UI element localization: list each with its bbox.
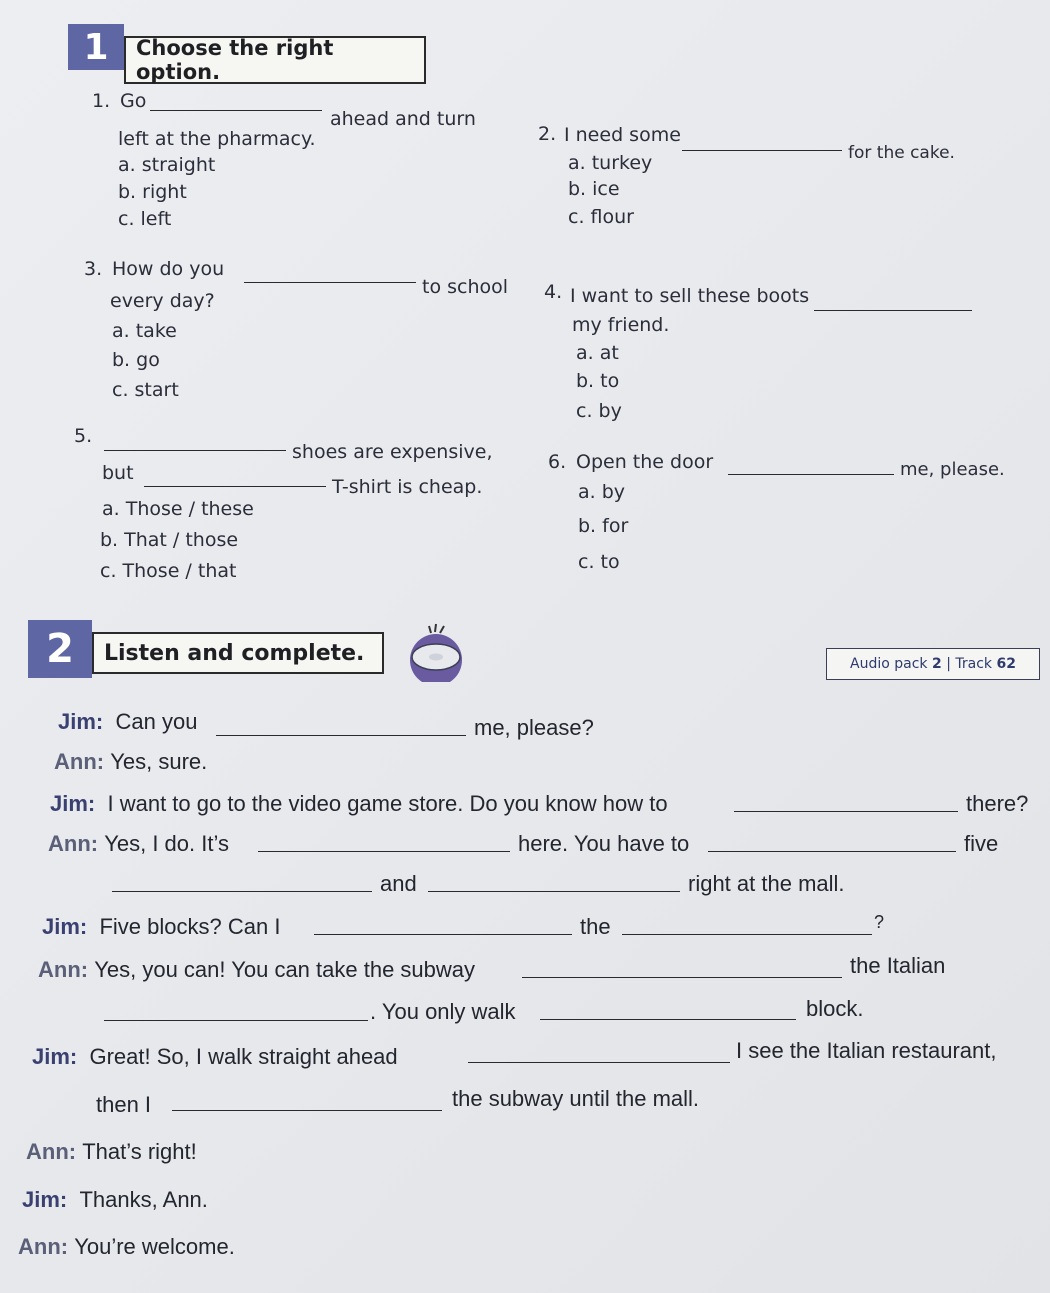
audio-track-text: Track bbox=[955, 656, 993, 672]
q1-option-a[interactable]: a. straight bbox=[118, 154, 216, 176]
dialogue-text: Yes, sure. bbox=[110, 749, 208, 774]
q4-text-line2: my friend. bbox=[572, 314, 670, 336]
dialogue-text: right at the mall. bbox=[688, 871, 845, 896]
q1-text-start: Go bbox=[120, 90, 147, 112]
exercise-1-number: 1 bbox=[68, 24, 124, 70]
q4-option-c[interactable]: c. by bbox=[576, 400, 622, 422]
q1-option-b[interactable]: b. right bbox=[118, 181, 187, 203]
speaker-ann: Ann: bbox=[54, 749, 105, 774]
dialogue-text: I see the Italian restaurant, bbox=[736, 1038, 997, 1063]
dialogue-blank[interactable] bbox=[428, 891, 680, 892]
q5-blank-1[interactable] bbox=[104, 450, 286, 451]
speaker-jim: Jim: bbox=[32, 1044, 78, 1069]
dialogue-text: You’re welcome. bbox=[74, 1234, 235, 1259]
dialogue-text: Can you bbox=[115, 709, 198, 734]
q6-option-c[interactable]: c. to bbox=[578, 551, 620, 573]
q5-number: 5. bbox=[74, 425, 93, 447]
q1-option-c[interactable]: c. left bbox=[118, 208, 172, 230]
q5-option-a[interactable]: a. Those / these bbox=[102, 498, 254, 520]
q1-blank[interactable] bbox=[150, 110, 322, 111]
dialogue-blank[interactable] bbox=[540, 1019, 796, 1020]
speaker-ann: Ann: bbox=[48, 831, 99, 856]
q2-text-start: I need some bbox=[564, 124, 681, 146]
dialogue-text: I want to go to the video game store. Do you know how to bbox=[107, 791, 668, 816]
dialogue-blank[interactable] bbox=[112, 891, 372, 892]
q1-text-end: ahead and turn bbox=[330, 108, 476, 130]
q4-blank[interactable] bbox=[814, 310, 972, 311]
q2-blank[interactable] bbox=[682, 150, 842, 151]
dialogue-text: five bbox=[964, 831, 999, 856]
dialogue-text: the subway until the mall. bbox=[452, 1086, 700, 1111]
speaker-jim: Jim: bbox=[42, 914, 88, 939]
q3-text-end: to school bbox=[422, 276, 509, 298]
q6-text-end: me, please. bbox=[900, 459, 1005, 480]
q4-number: 4. bbox=[544, 281, 563, 303]
q4-text-start: I want to sell these boots bbox=[570, 285, 810, 307]
q2-option-a[interactable]: a. turkey bbox=[568, 152, 653, 174]
q2-number: 2. bbox=[538, 123, 557, 145]
q6-number: 6. bbox=[548, 451, 567, 473]
q2-text-end: for the cake. bbox=[848, 143, 955, 163]
q4-option-b[interactable]: b. to bbox=[576, 370, 620, 392]
q2-option-c[interactable]: c. flour bbox=[568, 206, 634, 228]
q3-number: 3. bbox=[84, 258, 103, 280]
q3-option-b[interactable]: b. go bbox=[112, 349, 160, 371]
dialogue-blank[interactable] bbox=[172, 1110, 442, 1111]
audio-track-label bbox=[826, 648, 1040, 680]
q5-text-line2-start: but bbox=[102, 462, 134, 484]
q5-blank-2[interactable] bbox=[144, 486, 326, 487]
q6-blank[interactable] bbox=[728, 474, 894, 475]
dialogue-text: me, please? bbox=[474, 715, 594, 740]
dialogue-text: there? bbox=[966, 791, 1029, 816]
exercise-2-number: 2 bbox=[28, 620, 92, 678]
q3-option-a[interactable]: a. take bbox=[112, 320, 177, 342]
speaker-jim: Jim: bbox=[50, 791, 96, 816]
q3-option-c[interactable]: c. start bbox=[112, 379, 179, 401]
q5-text-end: shoes are expensive, bbox=[292, 441, 493, 463]
speaker-ann: Ann: bbox=[38, 957, 89, 982]
dialogue-text: ? bbox=[874, 912, 885, 932]
speaker-jim: Jim: bbox=[58, 709, 104, 734]
dialogue-text: That’s right! bbox=[82, 1139, 197, 1164]
audio-pack-number: 2 bbox=[932, 656, 942, 672]
dialogue-text: here. You have to bbox=[518, 831, 690, 856]
q3-text-start: How do you bbox=[112, 258, 225, 280]
dialogue-text: and bbox=[380, 871, 417, 896]
audio-separator: | bbox=[946, 656, 951, 672]
q5-text-line2-end: T-shirt is cheap. bbox=[332, 476, 483, 498]
q1-text-line2: left at the pharmacy. bbox=[118, 128, 316, 150]
q4-option-a[interactable]: a. at bbox=[576, 342, 619, 364]
q1-number: 1. bbox=[92, 90, 111, 112]
exercise-2-title: Listen and complete. bbox=[92, 632, 384, 674]
q6-option-a[interactable]: a. by bbox=[578, 481, 626, 503]
q5-option-c[interactable]: c. Those / that bbox=[100, 560, 237, 582]
q3-blank[interactable] bbox=[244, 282, 416, 283]
dialogue-text: Five blocks? Can I bbox=[99, 914, 281, 939]
q3-text-line2: every day? bbox=[110, 290, 215, 312]
speaker-ann: Ann: bbox=[18, 1234, 69, 1259]
dialogue-blank[interactable] bbox=[622, 934, 872, 935]
dialogue-blank[interactable] bbox=[734, 811, 958, 812]
dialogue-text: then I bbox=[96, 1092, 152, 1117]
dialogue-text: Thanks, Ann. bbox=[79, 1187, 208, 1212]
speaker-jim: Jim: bbox=[22, 1187, 68, 1212]
dialogue-text: the bbox=[580, 914, 611, 939]
exercise-1-title: Choose the right option. bbox=[124, 36, 426, 84]
dialogue-blank[interactable] bbox=[708, 851, 956, 852]
dialogue-text: Yes, I do. It’s bbox=[104, 831, 229, 856]
dialogue-text: the Italian bbox=[850, 953, 946, 978]
dialogue-blank[interactable] bbox=[314, 934, 572, 935]
q2-option-b[interactable]: b. ice bbox=[568, 178, 620, 200]
q5-option-b[interactable]: b. That / those bbox=[100, 529, 239, 551]
dialogue-blank[interactable] bbox=[468, 1062, 730, 1063]
dialogue-text: block. bbox=[806, 996, 864, 1021]
dialogue-blank[interactable] bbox=[258, 851, 510, 852]
q6-option-b[interactable]: b. for bbox=[578, 515, 629, 537]
q6-text-start: Open the door bbox=[576, 451, 714, 473]
audio-pack-text: Audio pack bbox=[850, 656, 928, 672]
speaker-ann: Ann: bbox=[26, 1139, 77, 1164]
dialogue-blank[interactable] bbox=[216, 735, 466, 736]
dialogue-text: Yes, you can! You can take the subway bbox=[94, 957, 476, 982]
dialogue-text: Great! So, I walk straight ahead bbox=[89, 1044, 398, 1069]
audio-track-number: 62 bbox=[996, 656, 1016, 672]
cd-disc-icon bbox=[402, 620, 468, 682]
dialogue-blank[interactable] bbox=[104, 1020, 368, 1021]
dialogue-blank[interactable] bbox=[522, 977, 842, 978]
dialogue-text: . You only walk bbox=[370, 999, 516, 1024]
